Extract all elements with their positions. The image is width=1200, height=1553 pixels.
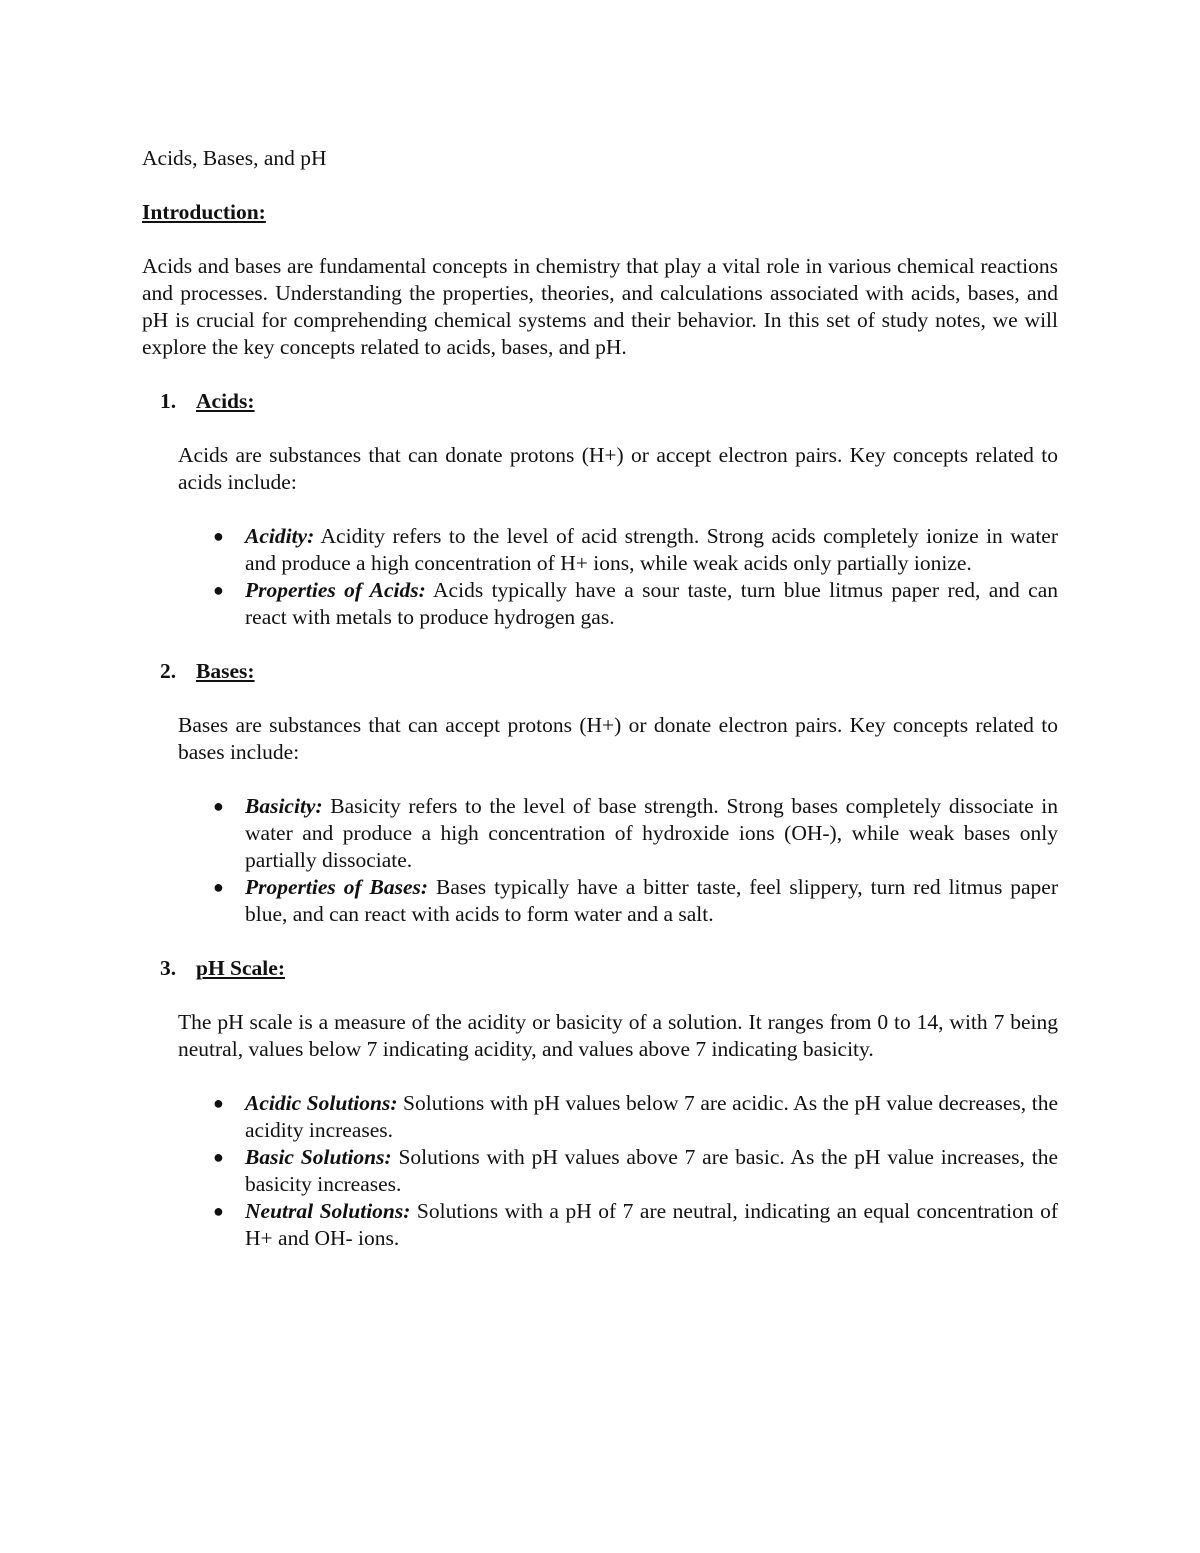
- bullet-icon: ●: [213, 1093, 224, 1113]
- bullet-list: [142, 1090, 1058, 1252]
- term-label: Acidic Solutions:: [245, 1091, 398, 1115]
- section-heading-ph-scale: [142, 955, 1058, 982]
- term-label: Properties of Acids:: [245, 578, 426, 602]
- term-description: Acids typically have a sour taste, turn blue litmus paper red, and can react with metals to produce hydrogen gas.: [245, 578, 1058, 629]
- term-label: Neutral Solutions:: [245, 1199, 411, 1223]
- term-description: Bases typically have a bitter taste, feel slippery, turn red litmus paper blue, and can react with acids to form water and a salt.: [245, 875, 1059, 926]
- term-label: Basicity:: [245, 794, 323, 818]
- section-title: Bases:: [196, 659, 255, 683]
- bullet-icon: ●: [213, 877, 224, 897]
- intro-heading: Introduction:: [142, 200, 266, 224]
- bullet-icon: ●: [213, 526, 224, 546]
- bullet-list: [142, 523, 1058, 631]
- section-paragraph: Bases are substances that can accept protons (H+) or donate electron pairs. Key concepts related to bases include:: [178, 713, 1058, 764]
- intro-paragraph: Acids and bases are fundamental concepts in chemistry that play a vital role in various chemical reactions and processes. Understanding the properties, theories, and calculations associated with acids, bases, and pH is crucial for comprehending chemical systems and their behavior. In this set of study notes, we will explore the key concepts related to acids, bases, and pH.: [142, 254, 1058, 359]
- list-item: [213, 793, 1058, 874]
- section-heading-bases: [142, 658, 1058, 685]
- document-title: Acids, Bases, and pH: [142, 146, 327, 170]
- list-item: [213, 1198, 1058, 1252]
- document-body: [142, 145, 1058, 1279]
- bullet-icon: ●: [213, 796, 224, 816]
- term-label: Properties of Bases:: [245, 875, 429, 899]
- section-title: Acids:: [196, 389, 255, 413]
- section-number: 3.: [160, 956, 177, 980]
- section-paragraph: The pH scale is a measure of the acidity or basicity of a solution. It ranges from 0 to 14, with 7 being neutral, values below 7 indicating acidity, and values above 7 indicating basicity.: [178, 1010, 1058, 1061]
- term-description: Solutions with a pH of 7 are neutral, indicating an equal concentration of H+ and OH- ions.: [245, 1199, 1058, 1250]
- bullet-icon: ●: [213, 1201, 224, 1221]
- section-heading-acids: [142, 388, 1058, 415]
- list-item: [213, 1144, 1058, 1198]
- list-item: [213, 874, 1059, 928]
- section-number: 2.: [160, 659, 177, 683]
- term-label: Acidity:: [245, 524, 315, 548]
- term-description: Solutions with pH values below 7 are acidic. As the pH value decreases, the acidity increases.: [245, 1091, 1058, 1142]
- section-title: pH Scale:: [196, 956, 285, 980]
- section-number: 1.: [160, 389, 177, 413]
- term-description: Solutions with pH values above 7 are basic. As the pH value increases, the basicity increases.: [245, 1145, 1058, 1196]
- bullet-icon: ●: [213, 580, 224, 600]
- term-label: Basic Solutions:: [245, 1145, 392, 1169]
- bullet-list: [142, 793, 1058, 928]
- bullet-icon: ●: [213, 1147, 224, 1167]
- list-item: [213, 1090, 1058, 1144]
- list-item: [213, 577, 1058, 631]
- section-paragraph: Acids are substances that can donate protons (H+) or accept electron pairs. Key concepts related to acids include:: [178, 443, 1058, 494]
- term-description: Basicity refers to the level of base strength. Strong bases completely dissociate in water and produce a high concentration of hydroxide ions (OH-), while weak bases only partially dissociate.: [245, 794, 1058, 872]
- term-description: Acidity refers to the level of acid strength. Strong acids completely ionize in water and produce a high concentration of H+ ions, while weak acids only partially ionize.: [245, 524, 1058, 575]
- list-item: [213, 523, 1058, 577]
